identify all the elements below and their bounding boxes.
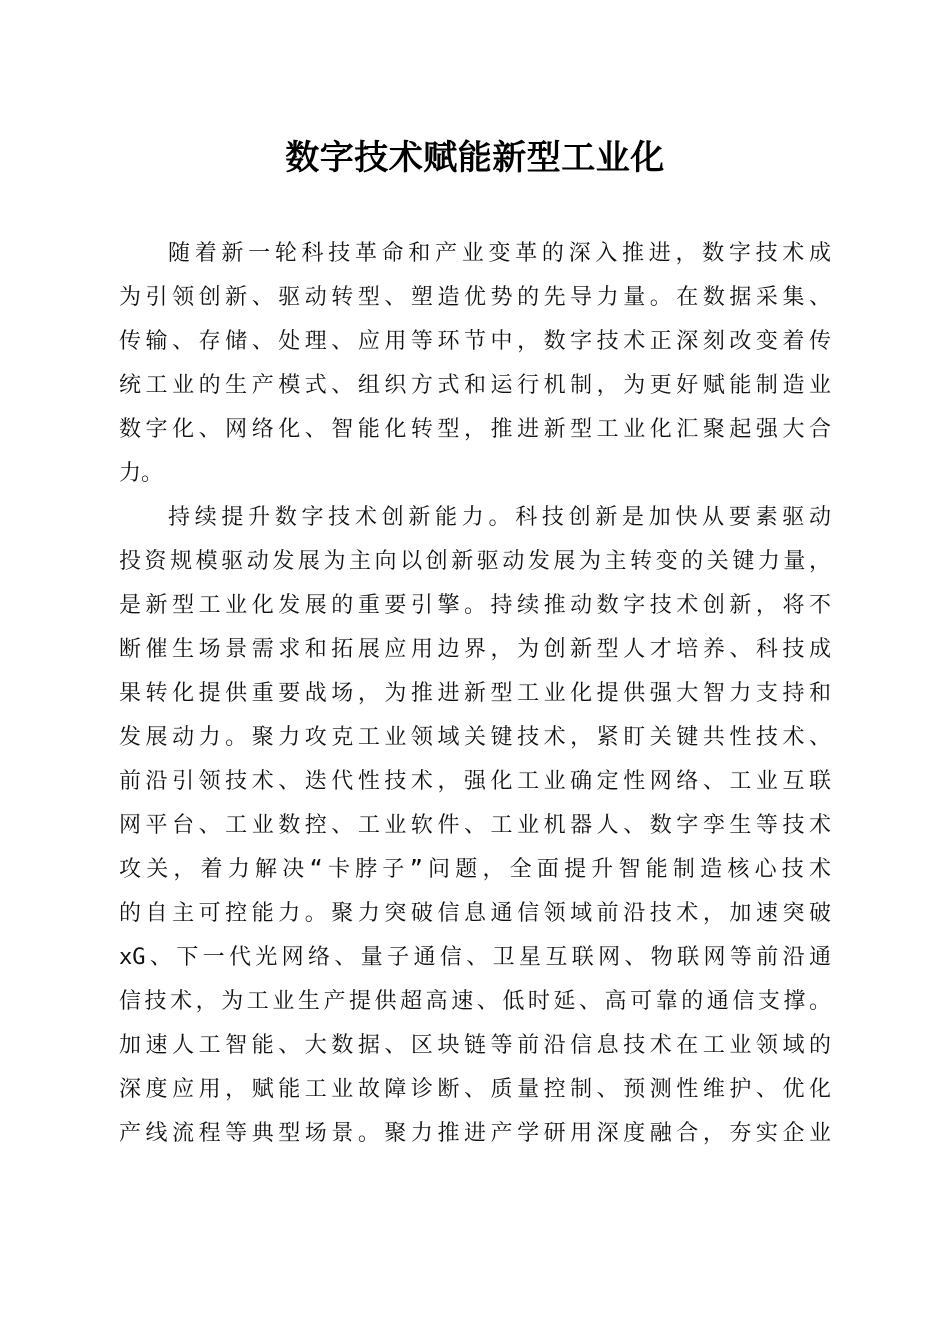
paragraph-2-line-11: xG、下一代光网络、量子通信、卫星互联网、物联网等前沿通 xyxy=(119,945,831,970)
paragraph-1-line-6: 力。 xyxy=(119,461,164,486)
paragraph-2-line-9: 攻关，着力解决“卡脖子”问题，全面提升智能制造核心技术 xyxy=(119,857,831,882)
paragraph-2-line-4: 断催生场景需求和拓展应用边界，为创新型人才培养、科技成 xyxy=(119,637,831,662)
paragraph-2-line-5: 果转化提供重要战场，为推进新型工业化提供强大智力支持和 xyxy=(119,681,831,706)
paragraph-2-line-14: 深度应用，赋能工业故障诊断、质量控制、预测性维护、优化 xyxy=(119,1077,831,1102)
paragraph-2-line-3: 是新型工业化发展的重要引擎。持续推动数字技术创新，将不 xyxy=(119,593,831,618)
paragraph-2-line-6: 发展动力。聚力攻克工业领域关键技术，紧盯关键共性技术、 xyxy=(119,725,831,750)
paragraph-1-line-3: 传输、存储、处理、应用等环节中，数字技术正深刻改变着传 xyxy=(119,329,831,354)
document-body xyxy=(119,232,831,1156)
paragraph-1-line-2: 为引领创新、驱动转型、塑造优势的先导力量。在数据采集、 xyxy=(119,285,831,310)
document-title: 数字技术赋能新型工业化 xyxy=(285,138,665,178)
paragraph-2-line-15: 产线流程等典型场景。聚力推进产学研用深度融合，夯实企业 xyxy=(119,1121,831,1146)
paragraph-1-line-5: 数字化、网络化、智能化转型，推进新型工业化汇聚起强大合 xyxy=(119,417,831,442)
paragraph-2-line-8: 网平台、工业数控、工业软件、工业机器人、数字孪生等技术 xyxy=(119,813,831,838)
paragraph-2-line-2: 投资规模驱动发展为主向以创新驱动发展为主转变的关键力量， xyxy=(119,549,831,574)
paragraph-2-line-10: 的自主可控能力。聚力突破信息通信领域前沿技术，加速突破 xyxy=(119,901,831,926)
paragraph-1-line-1: 随着新一轮科技革命和产业变革的深入推进，数字技术成 xyxy=(168,241,831,266)
paragraph-1-line-4: 统工业的生产模式、组织方式和运行机制，为更好赋能制造业 xyxy=(119,373,831,398)
paragraph-2-line-12: 信技术，为工业生产提供超高速、低时延、高可靠的通信支撑。 xyxy=(119,989,831,1014)
paragraph-2-line-7: 前沿引领技术、迭代性技术，强化工业确定性网络、工业互联 xyxy=(119,769,831,794)
paragraph-2-line-13: 加速人工智能、大数据、区块链等前沿信息技术在工业领域的 xyxy=(119,1033,831,1058)
paragraph-2-line-1: 持续提升数字技术创新能力。科技创新是加快从要素驱动 xyxy=(168,505,831,530)
